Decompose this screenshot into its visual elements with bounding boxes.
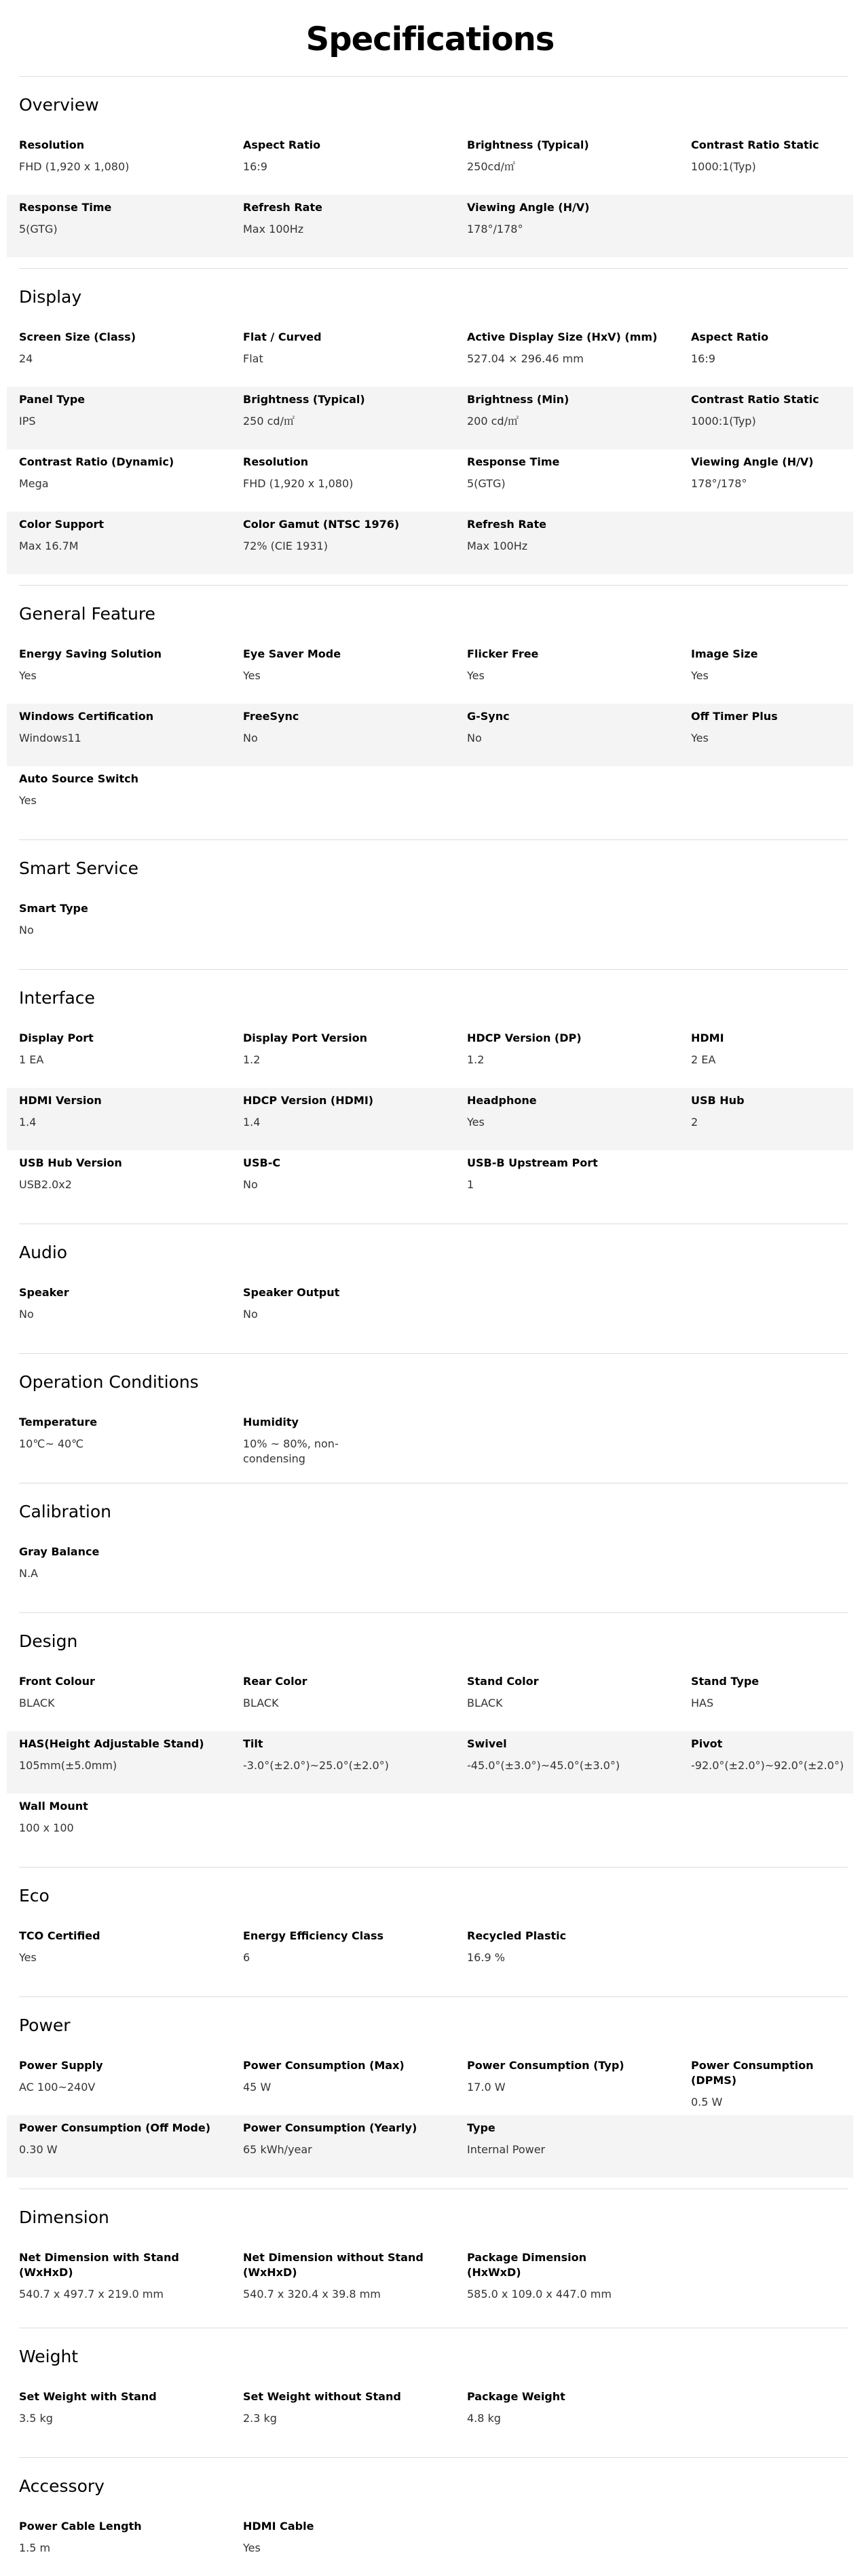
spec-item — [243, 517, 467, 554]
spec-row — [7, 1669, 853, 1731]
spec-label: Humidity — [243, 1416, 299, 1428]
spec-label: Response Time — [19, 201, 112, 214]
spec-label: Temperature — [19, 1416, 98, 1428]
spec-item — [19, 1031, 243, 1067]
spec-item — [243, 2389, 467, 2426]
section-title: Dimension — [19, 2208, 109, 2227]
spec-item — [243, 2058, 467, 2095]
spec-item — [19, 2058, 243, 2095]
spec-value: Max 100Hz — [467, 539, 528, 552]
spec-label: Flicker Free — [467, 647, 539, 660]
spec-value: 17.0 W — [467, 2081, 506, 2094]
spec-value: Yes — [19, 794, 37, 807]
spec-item — [691, 647, 854, 683]
spec-value: Yes — [467, 669, 485, 682]
spec-value: AC 100~240V — [19, 2081, 96, 2094]
spec-value: 250cd/㎡ — [467, 160, 515, 173]
spec-row — [7, 1731, 853, 1794]
spec-item — [691, 455, 854, 491]
spec-label: USB-C — [243, 1156, 281, 1169]
spec-item — [243, 455, 467, 491]
spec-item — [19, 2121, 243, 2157]
spec-label: Power Consumption (Yearly) — [243, 2121, 417, 2134]
spec-row — [7, 2384, 853, 2446]
spec-label: Energy Efficiency Class — [243, 1929, 384, 1942]
spec-item — [19, 200, 243, 237]
section-divider — [19, 1612, 848, 1613]
spec-item — [467, 709, 691, 746]
spec-label: Recycled Plastic — [467, 1929, 567, 1942]
section-title: Calibration — [19, 1502, 112, 1521]
spec-item — [691, 1737, 854, 1773]
spec-value: 2 — [691, 1116, 698, 1129]
spec-section — [0, 285, 860, 586]
spec-label: Contrast Ratio Static — [691, 393, 819, 406]
spec-item — [19, 647, 243, 683]
spec-value: 6 — [243, 1951, 250, 1964]
spec-item — [19, 1285, 243, 1322]
spec-section — [0, 1500, 860, 1613]
spec-section — [0, 1240, 860, 1354]
spec-item — [467, 200, 630, 237]
spec-item — [691, 138, 854, 174]
spec-label: Panel Type — [19, 393, 86, 406]
spec-value: -45.0°(±3.0°)~45.0°(±3.0°) — [467, 1759, 620, 1772]
spec-row — [7, 387, 853, 449]
spec-section — [0, 1884, 860, 1997]
spec-label: Off Timer Plus — [691, 710, 778, 723]
spec-label: HDCP Version (DP) — [467, 1031, 582, 1044]
spec-value: 0.30 W — [19, 2143, 58, 2156]
spec-value: 1 EA — [19, 1053, 44, 1066]
spec-label: Color Gamut (NTSC 1976) — [243, 518, 400, 531]
spec-value: No — [243, 1308, 258, 1321]
spec-value: FHD (1,920 x 1,080) — [19, 160, 130, 173]
spec-item — [243, 1674, 467, 1711]
spec-value: Yes — [691, 669, 709, 682]
spec-value: 65 kWh/year — [243, 2143, 312, 2156]
spec-label: Viewing Angle (H/V) — [467, 201, 590, 214]
spec-label: Power Consumption (Typ) — [467, 2059, 624, 2072]
spec-section — [0, 93, 860, 269]
spec-value: Flat — [243, 352, 263, 365]
spec-value: Yes — [19, 1951, 37, 1964]
spec-value: Yes — [691, 732, 709, 744]
spec-item — [467, 455, 691, 491]
spec-item — [19, 2389, 243, 2426]
spec-value: 0.5 W — [691, 2096, 723, 2108]
section-divider — [19, 1867, 848, 1868]
spec-item — [467, 1093, 691, 1130]
section-divider — [19, 839, 848, 840]
spec-row — [7, 641, 853, 704]
spec-label: Power Supply — [19, 2059, 103, 2072]
spec-value: 1.4 — [19, 1116, 37, 1129]
spec-label: Stand Type — [691, 1675, 760, 1688]
section-title: Weight — [19, 2347, 79, 2366]
spec-item — [467, 1929, 630, 1965]
spec-label: G-Sync — [467, 710, 510, 723]
section-divider — [19, 969, 848, 970]
spec-label: Resolution — [243, 455, 309, 468]
spec-item — [19, 709, 243, 746]
spec-value: No — [19, 1308, 34, 1321]
spec-item — [243, 1093, 467, 1130]
spec-label: Screen Size (Class) — [19, 330, 136, 343]
spec-value: 1.4 — [243, 1116, 261, 1129]
spec-section — [0, 2205, 860, 2328]
spec-row — [7, 2115, 853, 2178]
spec-section — [0, 986, 860, 1224]
spec-value: No — [19, 924, 34, 936]
spec-label: Headphone — [467, 1094, 537, 1107]
section-title: Power — [19, 2015, 71, 2035]
spec-section — [0, 2345, 860, 2458]
spec-label: Pivot — [691, 1737, 723, 1750]
spec-row — [7, 704, 853, 766]
spec-row — [7, 512, 853, 574]
spec-item — [19, 392, 243, 429]
spec-value: No — [467, 732, 482, 744]
spec-section — [0, 2013, 860, 2189]
spec-label: Brightness (Min) — [467, 393, 569, 406]
spec-value: 178°/178° — [691, 477, 747, 490]
spec-label: Eye Saver Mode — [243, 647, 341, 660]
spec-item — [243, 1285, 406, 1322]
spec-value: 585.0 x 109.0 x 447.0 mm — [467, 2288, 612, 2300]
spec-row — [7, 2245, 853, 2317]
spec-value: Internal Power — [467, 2143, 546, 2156]
spec-value: BLACK — [19, 1697, 55, 1709]
spec-value: 4.8 kg — [467, 2412, 501, 2425]
spec-item — [243, 709, 467, 746]
spec-item — [467, 2389, 630, 2426]
spec-item — [19, 1737, 243, 1773]
spec-item — [19, 330, 243, 366]
spec-label: Swivel — [467, 1737, 507, 1750]
spec-label: Viewing Angle (H/V) — [691, 455, 814, 468]
spec-item — [243, 2121, 467, 2157]
spec-item — [19, 517, 243, 554]
spec-value: 16:9 — [691, 352, 715, 365]
spec-label: USB Hub — [691, 1094, 745, 1107]
spec-section — [0, 1629, 860, 1868]
spec-item — [467, 517, 630, 554]
section-divider — [19, 1353, 848, 1354]
section-title: Design — [19, 1631, 78, 1651]
spec-item — [243, 330, 467, 366]
spec-item — [19, 1093, 243, 1130]
spec-value: 72% (CIE 1931) — [243, 539, 328, 552]
spec-section — [0, 856, 860, 970]
spec-value: Yes — [243, 669, 261, 682]
spec-value: BLACK — [467, 1697, 503, 1709]
spec-item — [467, 2250, 630, 2302]
spec-item — [243, 1737, 467, 1773]
spec-item — [467, 1737, 691, 1773]
spec-value: 100 x 100 — [19, 1821, 74, 1834]
spec-label: Windows Certification — [19, 710, 154, 723]
spec-label: Tilt — [243, 1737, 263, 1750]
specifications-list — [0, 93, 860, 2576]
spec-section — [0, 2474, 860, 2576]
spec-label: Auto Source Switch — [19, 772, 138, 785]
spec-value: No — [243, 732, 258, 744]
spec-item — [19, 1415, 243, 1452]
spec-value: N.A — [19, 1567, 38, 1580]
spec-value: 45 W — [243, 2081, 272, 2094]
section-divider — [19, 1996, 848, 1997]
spec-value: 24 — [19, 352, 33, 365]
spec-value: -92.0°(±2.0°)~92.0°(±2.0°) — [691, 1759, 844, 1772]
spec-label: HDCP Version (HDMI) — [243, 1094, 374, 1107]
spec-item — [19, 2519, 243, 2556]
spec-value: -3.0°(±2.0°)~25.0°(±2.0°) — [243, 1759, 389, 1772]
spec-label: USB Hub Version — [19, 1156, 122, 1169]
spec-label: Contrast Ratio Static — [691, 138, 819, 151]
spec-row — [7, 324, 853, 387]
spec-value: USB2.0x2 — [19, 1178, 72, 1191]
spec-row — [7, 449, 853, 512]
spec-label: Gray Balance — [19, 1545, 100, 1558]
spec-item — [467, 2058, 691, 2095]
spec-label: HAS(Height Adjustable Stand) — [19, 1737, 204, 1750]
spec-item — [243, 1031, 467, 1067]
spec-label: Refresh Rate — [243, 201, 322, 214]
spec-row — [7, 1409, 853, 1472]
spec-value: 105mm(±5.0mm) — [19, 1759, 117, 1772]
spec-label: USB-B Upstream Port — [467, 1156, 598, 1169]
section-title: Accessory — [19, 2476, 105, 2496]
section-divider — [19, 585, 848, 586]
spec-value: 200 cd/㎡ — [467, 415, 519, 428]
spec-label: FreeSync — [243, 710, 299, 723]
spec-item — [243, 392, 467, 429]
spec-item — [19, 772, 182, 808]
spec-row — [7, 766, 853, 829]
spec-value: 1000:1(Typ) — [691, 160, 756, 173]
spec-value: 1.2 — [467, 1053, 485, 1066]
spec-value: 16:9 — [243, 160, 267, 173]
spec-label: Set Weight with Stand — [19, 2390, 157, 2403]
spec-item — [691, 330, 854, 366]
spec-label: Package Dimension (HxWxD) — [467, 2251, 586, 2279]
spec-label: Image Size — [691, 647, 758, 660]
spec-value: Yes — [467, 1116, 485, 1129]
spec-item — [467, 1674, 691, 1711]
spec-label: Flat / Curved — [243, 330, 322, 343]
spec-item — [467, 647, 691, 683]
spec-label: Wall Mount — [19, 1800, 88, 1813]
spec-value: 540.7 x 320.4 x 39.8 mm — [243, 2288, 381, 2300]
spec-label: Package Weight — [467, 2390, 565, 2403]
spec-item — [243, 1415, 406, 1466]
spec-item — [243, 2250, 467, 2302]
spec-value: BLACK — [243, 1697, 279, 1709]
spec-row — [7, 2514, 853, 2576]
section-title: Smart Service — [19, 858, 138, 878]
spec-value: 178°/178° — [467, 223, 523, 235]
spec-row — [7, 1539, 853, 1602]
spec-value: 1 — [467, 1178, 474, 1191]
spec-item — [691, 392, 854, 429]
spec-label: Rear Color — [243, 1675, 307, 1688]
spec-section — [0, 602, 860, 840]
spec-value: 5(GTG) — [19, 223, 58, 235]
spec-row — [7, 1025, 853, 1088]
spec-value: 5(GTG) — [467, 477, 506, 490]
spec-value: No — [243, 1178, 258, 1191]
spec-label: Display Port — [19, 1031, 94, 1044]
spec-item — [19, 1674, 243, 1711]
section-title: Interface — [19, 988, 95, 1008]
spec-row — [7, 1923, 853, 1986]
spec-item — [19, 901, 182, 938]
spec-label: Net Dimension without Stand (WxHxD) — [243, 2251, 424, 2279]
spec-value: HAS — [691, 1697, 714, 1709]
spec-label: Resolution — [19, 138, 85, 151]
spec-row — [7, 195, 853, 257]
spec-row — [7, 1150, 853, 1213]
spec-label: Aspect Ratio — [243, 138, 321, 151]
spec-section — [0, 1370, 860, 1483]
spec-item — [19, 1929, 243, 1965]
spec-value: Windows11 — [19, 732, 81, 744]
spec-value: 250 cd/㎡ — [243, 415, 295, 428]
spec-label: Display Port Version — [243, 1031, 367, 1044]
spec-item — [691, 1031, 854, 1067]
spec-value: Mega — [19, 477, 49, 490]
section-title: Overview — [19, 95, 99, 115]
section-divider — [19, 2457, 848, 2458]
spec-item — [243, 1929, 467, 1965]
spec-item — [19, 1545, 182, 1581]
spec-label: Speaker — [19, 1286, 69, 1299]
section-divider — [19, 268, 848, 269]
section-title: Display — [19, 287, 82, 307]
spec-item — [243, 1156, 467, 1192]
spec-label: Energy Saving Solution — [19, 647, 162, 660]
spec-value: 3.5 kg — [19, 2412, 53, 2425]
spec-item — [19, 2250, 243, 2302]
spec-label: Front Colour — [19, 1675, 95, 1688]
spec-value: 527.04 × 296.46 mm — [467, 352, 584, 365]
spec-label: HDMI — [691, 1031, 724, 1044]
spec-item — [467, 2121, 630, 2157]
spec-value: 10℃~ 40℃ — [19, 1437, 84, 1450]
spec-label: Power Consumption (Off Mode) — [19, 2121, 211, 2134]
spec-item — [691, 1093, 854, 1130]
spec-label: Brightness (Typical) — [243, 393, 365, 406]
spec-item — [243, 138, 467, 174]
spec-item — [243, 647, 467, 683]
spec-value: Yes — [243, 2541, 261, 2554]
spec-item — [467, 1031, 691, 1067]
section-title: Audio — [19, 1243, 68, 1262]
spec-label: Response Time — [467, 455, 560, 468]
title-divider — [19, 76, 848, 77]
spec-label: Net Dimension with Stand (WxHxD) — [19, 2251, 179, 2279]
spec-label: Type — [467, 2121, 496, 2134]
spec-label: Smart Type — [19, 902, 88, 915]
spec-row — [7, 1280, 853, 1342]
spec-item — [19, 1156, 243, 1192]
spec-row — [7, 1794, 853, 1856]
spec-label: Stand Color — [467, 1675, 539, 1688]
spec-value: 540.7 x 497.7 x 219.0 mm — [19, 2288, 164, 2300]
spec-value: 2 EA — [691, 1053, 716, 1066]
spec-value: 2.3 kg — [243, 2412, 277, 2425]
spec-label: HDMI Cable — [243, 2520, 314, 2533]
spec-label: Refresh Rate — [467, 518, 546, 531]
spec-value: FHD (1,920 x 1,080) — [243, 477, 354, 490]
spec-label: Set Weight without Stand — [243, 2390, 401, 2403]
spec-label: Speaker Output — [243, 1286, 340, 1299]
spec-value: Yes — [19, 669, 37, 682]
spec-item — [19, 138, 243, 174]
spec-item — [243, 200, 467, 237]
spec-item — [691, 1674, 854, 1711]
spec-label: Power Cable Length — [19, 2520, 142, 2533]
spec-item — [691, 2058, 854, 2110]
section-title: Operation Conditions — [19, 1372, 199, 1392]
spec-value: Max 16.7M — [19, 539, 79, 552]
spec-value: Max 100Hz — [243, 223, 304, 235]
spec-row — [7, 1088, 853, 1150]
spec-item — [467, 392, 691, 429]
spec-value: 1.2 — [243, 1053, 261, 1066]
spec-label: Aspect Ratio — [691, 330, 769, 343]
spec-item — [467, 1156, 630, 1192]
spec-value: 1000:1(Typ) — [691, 415, 756, 428]
spec-label: Brightness (Typical) — [467, 138, 589, 151]
spec-label: TCO Certified — [19, 1929, 100, 1942]
spec-item — [467, 330, 691, 366]
section-title: General Feature — [19, 604, 155, 624]
section-title: Eco — [19, 1886, 50, 1906]
spec-label: Power Consumption (Max) — [243, 2059, 405, 2072]
spec-item — [19, 1799, 182, 1836]
spec-value: IPS — [19, 415, 36, 428]
spec-row — [7, 2053, 853, 2115]
spec-item — [243, 2519, 406, 2556]
spec-row — [7, 132, 853, 195]
spec-value: 1.5 m — [19, 2541, 51, 2554]
spec-label: Contrast Ratio (Dynamic) — [19, 455, 174, 468]
spec-item — [691, 709, 854, 746]
spec-label: Active Display Size (HxV) (mm) — [467, 330, 658, 343]
spec-item — [467, 138, 691, 174]
spec-label: HDMI Version — [19, 1094, 102, 1107]
spec-value: 10% ~ 80%, non-condensing — [243, 1437, 339, 1465]
spec-item — [19, 455, 243, 491]
spec-label: Color Support — [19, 518, 105, 531]
spec-label: Power Consumption (DPMS) — [691, 2059, 814, 2087]
spec-value: 16.9 % — [467, 1951, 505, 1964]
spec-row — [7, 896, 853, 958]
page-title: Specifications — [305, 20, 555, 58]
